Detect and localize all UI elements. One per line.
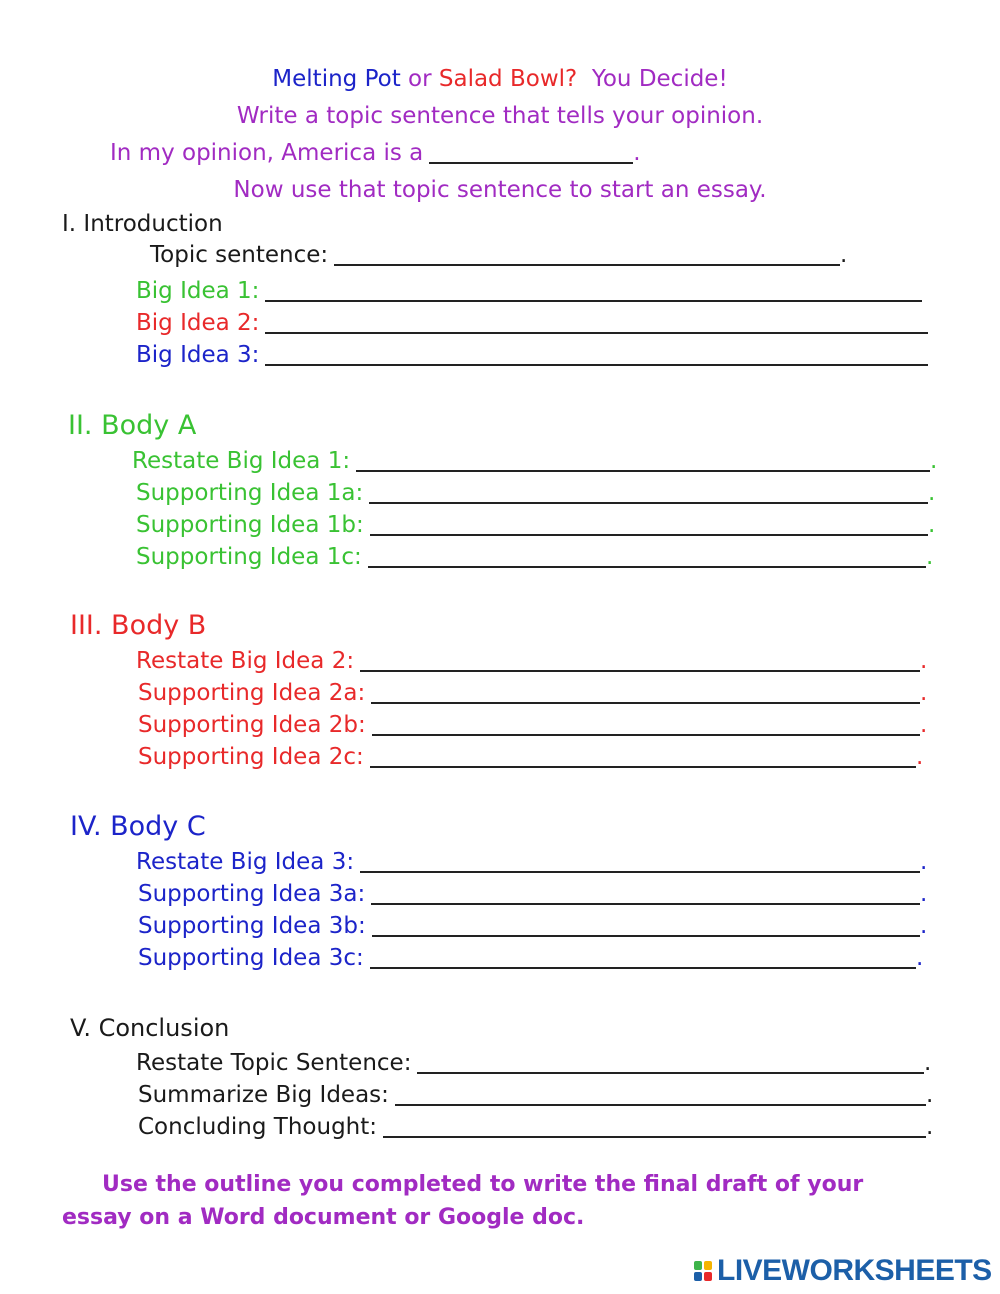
topic-sentence-label: Topic sentence: [150,242,329,268]
title-salad-bowl: Salad Bowl? [438,66,578,92]
body-a-restate-label: Restate Big Idea 1: [132,448,351,474]
opinion-row: In my opinion, America is a . [110,138,670,168]
big-idea-2-input[interactable] [265,306,928,334]
big-idea-2-row [136,308,928,338]
opinion-prompt: In my opinion, America is a [110,140,424,166]
conclusion-restate-input[interactable] [417,1046,924,1074]
title-melting-pot: Melting Pot [272,66,401,92]
body-c-support-c-input[interactable] [370,941,916,969]
body-a-support-b-row: Supporting Idea 1b: . [136,510,936,540]
body-b-support-a-input[interactable] [371,676,920,704]
liveworksheets-brand-text: LIVEWORKSHEETS [717,1254,992,1287]
introduction-heading: I. Introduction [62,211,223,237]
big-idea-3-row [136,340,928,370]
body-c-support-a-input[interactable] [371,877,920,905]
body-a-restate-input[interactable] [356,444,930,472]
topic-sentence-row: Topic sentence: . [150,240,848,270]
final-draft-instruction: Use the outline you completed to write the final draft of your essay on a Word document or Google doc. [62,1172,864,1230]
conclusion-summarize-label: Summarize Big Ideas: [138,1082,389,1108]
body-b-support-c-row: Supporting Idea 2c: . [138,742,924,772]
body-a-support-a-input[interactable] [369,476,928,504]
body-c-restate-row: Restate Big Idea 3: . [136,847,928,877]
body-c-restate-label: Restate Big Idea 3: [136,849,355,875]
conclusion-thought-row: Concluding Thought: . [138,1112,934,1142]
body-a-support-a-row: Supporting Idea 1a: . [136,478,936,508]
conclusion-restate-label: Restate Topic Sentence: [136,1050,412,1076]
body-b-support-b-input[interactable] [372,708,920,736]
body-c-support-b-row: Supporting Idea 3b: . [138,911,928,941]
body-a-support-b-input[interactable] [370,508,928,536]
body-b-support-b-row: Supporting Idea 2b: . [138,710,928,740]
body-b-support-a-row: Supporting Idea 2a: . [138,678,928,708]
body-c-heading: IV. Body C [70,811,206,842]
big-idea-1-input[interactable] [265,274,922,302]
big-idea-1-label: Big Idea 1: [136,278,260,304]
body-a-support-a-label: Supporting Idea 1a: [136,480,364,506]
big-idea-3-label: Big Idea 3: [136,342,260,368]
instruction-start-essay: Now use that topic sentence to start an essay. [233,177,767,203]
body-b-support-a-label: Supporting Idea 2a: [138,680,366,706]
body-a-heading: II. Body A [68,410,197,441]
body-b-restate-label: Restate Big Idea 2: [136,648,355,674]
title-you-decide: You Decide! [591,66,728,92]
body-c-support-c-row: Supporting Idea 3c: . [138,943,924,973]
worksheet-title [0,64,1000,94]
body-b-restate-input[interactable] [360,644,920,672]
body-c-restate-input[interactable] [360,845,920,873]
topic-sentence-input[interactable] [334,238,840,266]
body-a-support-c-row: Supporting Idea 1c: . [136,542,934,572]
big-idea-1-row [136,276,922,306]
big-idea-3-input[interactable] [265,338,928,366]
instruction-topic-sentence: Write a topic sentence that tells your opinion. [236,103,764,129]
conclusion-summarize-input[interactable] [395,1078,926,1106]
big-idea-2-label: Big Idea 2: [136,310,260,336]
body-a-support-b-label: Supporting Idea 1b: [136,512,364,538]
opinion-input[interactable] [429,136,633,164]
conclusion-thought-label: Concluding Thought: [138,1114,378,1140]
body-b-support-c-input[interactable] [370,740,916,768]
body-a-support-c-label: Supporting Idea 1c: [136,544,362,570]
conclusion-heading: V. Conclusion [70,1014,230,1042]
body-a-support-c-input[interactable] [368,540,926,568]
body-b-support-b-label: Supporting Idea 2b: [138,712,366,738]
body-c-support-a-label: Supporting Idea 3a: [138,881,366,907]
conclusion-summarize-row: Summarize Big Ideas: . [138,1080,934,1110]
liveworksheets-logo [693,1254,992,1288]
body-b-support-c-label: Supporting Idea 2c: [138,744,364,770]
title-or: or [408,66,432,92]
conclusion-thought-input[interactable] [383,1110,926,1138]
body-a-restate-row: Restate Big Idea 1: . [132,446,938,476]
body-c-support-b-input[interactable] [372,909,920,937]
body-b-heading: III. Body B [70,610,207,641]
body-c-support-b-label: Supporting Idea 3b: [138,913,366,939]
body-c-support-a-row: Supporting Idea 3a: . [138,879,928,909]
body-c-support-c-label: Supporting Idea 3c: [138,945,364,971]
liveworksheets-logo-icon [693,1260,713,1282]
body-b-restate-row: Restate Big Idea 2: . [136,646,928,676]
conclusion-restate-row: Restate Topic Sentence: . [136,1048,932,1078]
